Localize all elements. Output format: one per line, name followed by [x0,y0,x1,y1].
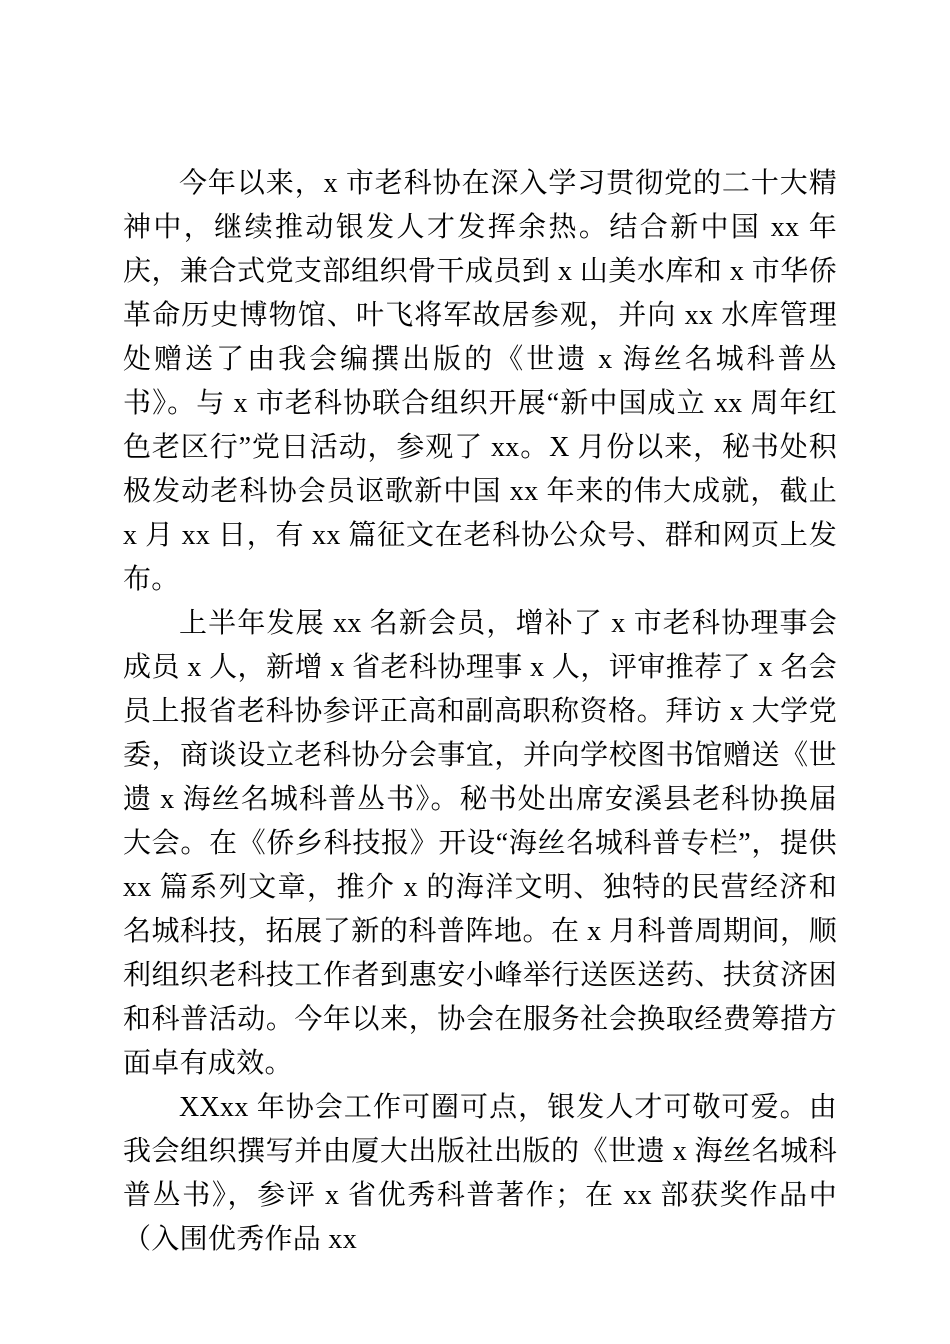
paragraph-3: XXxx 年协会工作可圈可点，银发人才可敬可爱。由我会组织撰写并由厦大出版社出版的《世遗 x 海丝名城科普丛书》，参评 x 省优秀科普著作；在 xx 部获奖作品中（入围优秀作品 xx [123,1092,837,1255]
paragraph-2: 上半年发展 xx 名新会员，增补了 x 市老科协理事会成员 x 人，新增 x 省老科协理事 x 人，评审推荐了 x 名会员上报省老科协参评正高和副高职称资格。拜访 x 大学党委，商谈设立老科协分会事宜，并向学校图书馆赠送《世遗 x 海丝名城科普丛书》。秘书处出席安溪县老科协换届大会。在《侨乡科技报》开设“海丝名城科普专栏”，提供 xx 篇系列文章，推介 x 的海洋文明、独特的民营经济和名城科技，拓展了新的科普阵地。在 x 月科普周期间，顺利组织老科技工作者到惠安小峰举行送医送药、扶贫济困和科普活动。今年以来，协会在服务社会换取经费筹措方面卓有成效。 [123,608,837,1079]
document-body [123,162,837,1262]
paragraph-1: 今年以来，x 市老科协在深入学习贯彻党的二十大精神中，继续推动银发人才发挥余热。结合新中国 xx 年庆，兼合式党支部组织骨干成员到 x 山美水库和 x 市华侨革命历史博物馆、叶飞将军故居参观，并向 xx 水库管理处赠送了由我会编撰出版的《世遗 x 海丝名城科普丛书》。与 x 市老科协联合组织开展“新中国成立 xx 周年红色老区行”党日活动，参观了 xx。X 月份以来，秘书处积极发动老科协会员讴歌新中国 xx 年来的伟大成就，截止 x 月 xx 日，有 xx 篇征文在老科协公众号、群和网页上发布。 [123,168,837,595]
